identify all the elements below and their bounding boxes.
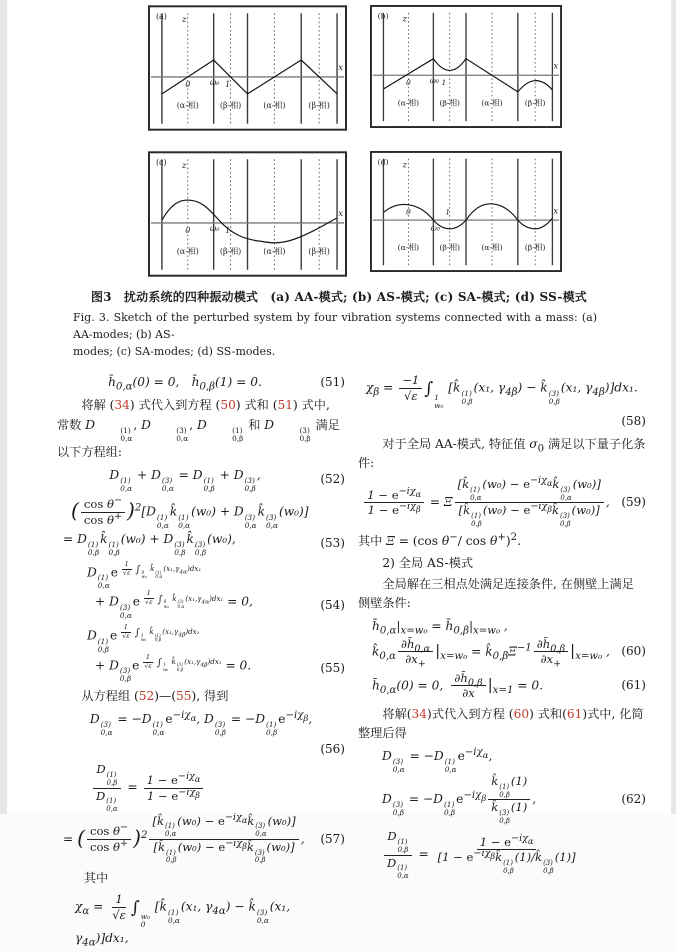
figure-caption-english	[73, 309, 597, 360]
equation-52-body: D (1) 0,α + D (3) 0,α = D (1) 0,β + D (3) 0,β ,	[109, 468, 261, 494]
equation-53	[57, 497, 345, 557]
z-axis-label: z	[402, 13, 407, 24]
equation-54-number: (54)	[320, 597, 345, 612]
where-xi: 其中 Ξ = (cos θ−/ cos θ+)$^2$.	[358, 532, 521, 549]
left-column	[57, 369, 345, 952]
paragraph: 将解(34)式代入到方程 (60) 式和(61)式中, 化简整理后得	[358, 706, 644, 740]
citation-reference[interactable]: 34	[114, 398, 130, 413]
equation-61-body: $h̄_{0,\alpha}(0) = 0$, $\frac{\partial h̄_{0,\beta}}{\partial x}$ $|_{x=1} = 0$.	[372, 670, 544, 701]
equation-61-number: (61)	[621, 678, 646, 693]
phase-label-beta: (β-相)	[439, 98, 461, 108]
paragraph: 全局解在三相点处满足连接条件, 在侧壁上满足侧壁条件:	[358, 576, 634, 611]
equation-62-number: (62)	[621, 792, 646, 807]
panel-letter: (d)	[377, 157, 389, 167]
body-columns	[57, 369, 671, 952]
equation-59-body: $1 - e^{-i\chi_\alpha}$ $1 - e^{-i\chi_\beta}$ = Ξ [k̂ (1) 0,α $(w_0) - e^{-i\chi_\alpha}k̂$ (3) 0,α (w₀)] [k̂ (1) 0,β $(w_0) - e^{-i\chi_\beta}k̂$ (3) 0,β (w₀)] ,	[358, 477, 614, 528]
equation-55	[57, 624, 345, 683]
where-label: 其中	[83, 870, 109, 885]
equation-59-number: (59)	[621, 495, 646, 510]
phase-label-beta: (β-相)	[219, 100, 242, 110]
citation-reference[interactable]: 34	[411, 706, 428, 721]
equation-57-line1: D (1) 0,β D (1) 0,α = $1 - e^{-i\chi_\alpha}$ $1 - e^{-i\chi_\beta}$	[57, 762, 345, 813]
equation-54-line2: + D (3) 0,α e $^{\frac{1}{√\varepsilon} \int 0 w_0 k̂ (3) 0,\alpha (x_1,\gamma_{4\alpha})dx_1}$ = 0,	[95, 590, 253, 620]
tick-one: 1	[445, 207, 451, 217]
phase-label-alpha: (α-相)	[263, 246, 286, 256]
paragraph: 对于全局 AA-模式, 特征值 $\sigma_0$ 满足以下量子化条件:	[358, 436, 646, 470]
equation-59	[358, 477, 646, 528]
x-axis-label: x	[553, 60, 559, 71]
figure-panel-b	[370, 5, 562, 128]
section-heading-as-modes: 2) 全局 AS-模式	[382, 555, 474, 570]
equation-58-number: (58)	[621, 413, 646, 428]
equation-60-number: (60)	[621, 644, 646, 659]
z-axis-label: z	[181, 160, 187, 171]
equation-55-line2: + D (3) 0,β e $^{\frac{1}{√\varepsilon} \int 1 w_0 k̂ (3) 0,\beta (x_1,\gamma_{4\beta})dx_1}$ = 0.	[95, 653, 252, 684]
z-axis-label: z	[181, 14, 187, 25]
x-axis-label: x	[338, 207, 344, 218]
equation-62-line2: D (3) 0,β = −D (1) 0,β $e^{-i\chi_\beta}$ k̂ (1) 0,β (1) k̂ (3) 0,β (1) ,	[382, 774, 537, 825]
tick-w0: ω₀	[209, 77, 220, 87]
equation-57-number: (57)	[320, 831, 345, 846]
equation-57-line2: = ( $\frac{\cos \theta^-}{\cos \theta^+}$ )$^2$ [k̂ (1) 0,α $(w_0) - e^{-i\chi_\alpha}k̂$ (3) 0,α (w₀)] [k̂ (1) 0,β $(w_0) - e^{-i\chi_\beta}k̂$ (3) 0,β (w₀)] ,	[63, 811, 305, 865]
page-edge-left	[0, 0, 7, 814]
citation-reference[interactable]: 61	[566, 706, 583, 721]
equation-56-number: (56)	[320, 741, 345, 756]
equation-51-number: (51)	[320, 375, 345, 390]
phase-label-beta: (β-相)	[524, 98, 546, 108]
tick-w0: ω₀	[430, 223, 440, 233]
equation-final-ratio-body: D (1) 0,β D (1) 0,α = $1 - e^{-i\chi_\alpha}$ [$1 - e^{-i\chi_\beta}k̂$ (1) 0,β (1)/k̂ (3) 0,β (1)]	[358, 829, 646, 880]
phase-label-alpha: (α-相)	[481, 242, 503, 252]
caption-en-line1: Fig. 3. Sketch of the perturbed system by four vibration systems connected with a mass: (a) AA-modes; (b) AS-	[73, 311, 597, 342]
equation-62-line1: D (3) 0,α = −D (1) 0,α $e^{-i\chi_\alpha}$,	[382, 747, 493, 775]
equation-55-line1: D (1) 0,β e $^{\frac{1}{√\varepsilon} \int 1 w_0 k̂ (1) 0,\beta (x_1,\gamma_{4\beta})dx_1}$	[87, 623, 200, 654]
paper-page	[7, 0, 671, 949]
phase-label-alpha: (α-相)	[263, 100, 286, 110]
tick-zero: 0	[405, 77, 411, 88]
equation-58-body: $\chi_\beta$ = $\frac{-1}{√\varepsilon}$ ∫ 1 w₀ [k̂ (1) 0,β (x₁, $\gamma_{4\beta}$) − k̂ (3) 0,β (x₁, $\gamma_{4\beta})]dx_1$.	[366, 373, 638, 410]
figure-panel-c	[148, 151, 347, 277]
equation-52	[57, 466, 345, 493]
citation-reference[interactable]: 52	[138, 689, 155, 704]
tick-one: 1	[441, 77, 447, 88]
equation-60	[358, 617, 646, 670]
tick-w0: ω₀	[429, 76, 439, 86]
equation-54	[57, 561, 345, 620]
paragraph: 将解 (34) 式代入到方程 (50) 式和 (51) 式中, 常数 D (1) 0,α , D (3) 0,α , D (1) 0,β 和 D (3) 0,β 满足以下方程组:	[57, 398, 340, 459]
equation-chi-alpha	[57, 892, 345, 948]
tick-zero: 0	[185, 225, 191, 235]
tick-one: 1	[225, 79, 231, 89]
tick-w0: ω₀	[209, 223, 220, 233]
equation-53-line2: = D (1) 0,β k̂ (1) 0,β (w₀) + D (3) 0,β k̂ (3) 0,β (w₀),	[63, 531, 236, 557]
phase-label-alpha: (α-相)	[397, 98, 420, 108]
phase-label-beta: (β-相)	[308, 100, 330, 110]
equation-56-body: D (3) 0,α = −D (1) 0,α $e^{-i\chi_\alpha}$, D (3) 0,β = −D (1) 0,β $e^{-i\chi_\beta}$,	[89, 710, 313, 738]
equation-60-line2: $k̂_{0,\alpha}$ $\frac{\partial h̄_{0,\alpha}}{\partial x_+}$ $|_{x=w_0}$ = $k̂_{0,\beta}\Xi^{-1}$ $\frac{\partial h̄_{0,\beta}}{\partial x_+}$ $|_{x=w_0}$ ,	[372, 636, 610, 670]
citation-reference[interactable]: 50	[220, 398, 236, 413]
equation-60-line1: $h̄_{0,\alpha}|_{x=w_0}$ = $h̄_{0,\beta}|_{x=w_0}$ ,	[372, 619, 508, 637]
citation-reference[interactable]: 60	[513, 706, 530, 721]
equation-52-number: (52)	[320, 472, 345, 487]
x-axis-label: x	[338, 61, 344, 72]
equation-53-line1: ( $\frac{\cos \theta^-}{\cos \theta^+}$ )$^2$[D (1) 0,α k̂ (1) 0,α (w₀) + D (3) 0,α k̂ (3) 0,α (w₀)]	[71, 495, 309, 530]
z-axis-label: z	[402, 159, 407, 170]
phase-label-alpha: (α-相)	[481, 98, 503, 108]
panel-letter: (b)	[377, 11, 389, 21]
equation-54-line1: D (1) 0,α e $^{\frac{1}{√\varepsilon} \int 0 w_0 k̂ (1) 0,\alpha (x_1,\gamma_{4\alpha})dx_1}$	[87, 560, 202, 591]
citation-reference[interactable]: 51	[277, 398, 293, 413]
panel-letter: (c)	[155, 158, 167, 168]
equation-58	[358, 373, 646, 431]
figure-caption-chinese: 图3 扰动系统的四种振动模式 (a) AA-模式; (b) AS-模式; (c) SA-模式; (d) SS-模式	[90, 290, 587, 304]
figure-3	[7, 0, 671, 283]
equation-55-number: (55)	[320, 660, 345, 675]
equation-53-number: (53)	[320, 535, 345, 550]
phase-label-alpha: (α-相)	[397, 242, 420, 252]
figure-panel-d	[370, 151, 562, 272]
caption-en-line2: modes; (c) SA-modes; (d) SS-modes.	[73, 345, 276, 359]
paragraph: 从方程组 (52)—(55), 得到	[81, 689, 229, 704]
right-column	[358, 369, 646, 952]
phase-label-beta: (β-相)	[439, 242, 461, 252]
panel-letter: (a)	[155, 12, 167, 22]
equation-51	[57, 373, 345, 392]
tick-zero: 0	[185, 79, 191, 89]
x-axis-label: x	[553, 205, 559, 216]
phase-label-beta: (β-相)	[219, 246, 242, 256]
equation-61	[358, 671, 646, 701]
equation-final-ratio	[358, 829, 646, 880]
equation-56	[57, 710, 345, 758]
equation-chi-alpha-body: $\chi_\alpha$ = $\frac{1}{√\varepsilon}$ ∫ w₀ 0 [k̂ (1) 0,α (x₁, $\gamma_{4\alpha}$) − k̂ (3) 0,α (x₁, $\gamma_{4\alpha})]dx_1$,	[75, 892, 291, 949]
phase-label-alpha: (α-相)	[176, 246, 199, 256]
equation-51-body: $h̄_{0,\alpha}(0) = 0$, $h̄_{0,\beta}(1) = 0$.	[108, 375, 262, 393]
tick-zero: 0	[405, 207, 411, 217]
tick-one: 1	[225, 225, 231, 235]
phase-label-beta: (β-相)	[524, 242, 546, 252]
page-edge-right	[671, 0, 676, 814]
figure-panel-a	[148, 5, 347, 131]
phase-label-alpha: (α-相)	[176, 100, 199, 110]
phase-label-beta: (β-相)	[308, 246, 330, 256]
citation-reference[interactable]: 55	[176, 689, 192, 704]
